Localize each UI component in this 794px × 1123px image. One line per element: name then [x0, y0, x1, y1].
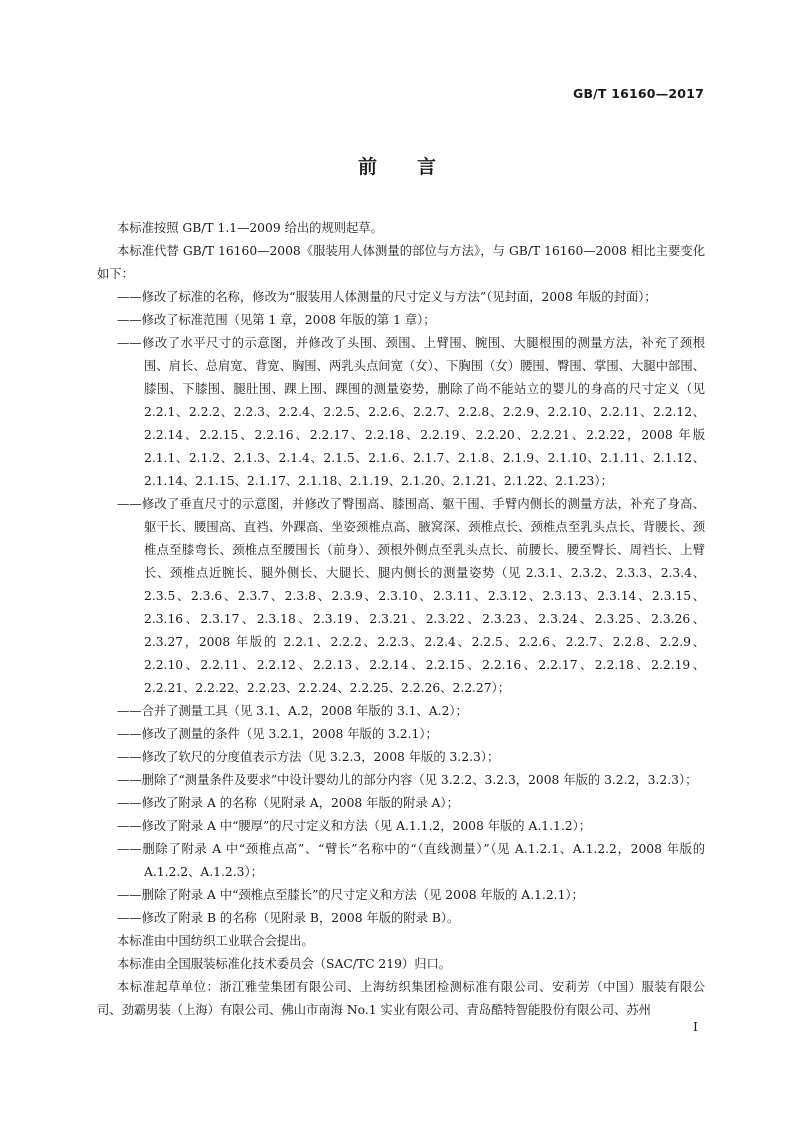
change-item: ——合并了测量工具（见 3.1、A.2，2008 年版的 3.1、A.2）；	[117, 704, 468, 718]
change-item: ——修改了垂直尺寸的示意图，并修改了臀围高、膝围高、躯干围、手臂内侧长的测量方法，补充了身高、躯干长、腰围高、直裆、外踝高、坐姿颈椎点高、腋窝深、颈椎点长、颈椎点至乳头点长、背腰长、颈椎点至膝弯长、颈椎点至腰围长（前身）、颈根外侧点至乳头点长、前腰长、腰至臀长、周裆长、上臂长、颈椎点近腕长、腿外侧长、大腿长、腿内侧长的测量姿势（见 2.3.1、2.3.2、2.3.3、2.3.4、2.3.5、2.3.6、2.3.7、2.3.8、2.3.9、2.3.10、2.3.11、2.3.12、2.3.13、2.3.14、2.3.15、2.3.16、2.3.17、2.3.18、2.3.19、2.3.21、2.3.22、2.3.23、2.3.24、2.3.25、2.3.26、2.3.27，2008 年版的 2.2.1、2.2.2、2.2.3、2.2.4、2.2.5、2.2.6、2.2.7、2.2.8、2.2.9、2.2.10、2.2.11、2.2.12、2.2.13、2.2.14、2.2.15、2.2.16、2.2.17、2.2.18、2.2.19、2.2.21、2.2.22、2.2.23、2.2.24、2.2.25、2.2.26、2.2.27）；	[117, 497, 705, 695]
change-item: ——修改了水平尺寸的示意图，并修改了头围、颈围、上臂围、腕围、大腿根围的测量方法，补充了颈根围、肩长、总肩宽、背宽、胸围、两乳头点间宽（女）、下胸围（女）腰围、臀围、掌围、大腿中部围、膝围、下膝围、腿肚围、踝上围、踝围的测量姿势，删除了尚不能站立的婴儿的身高的尺寸定义（见 2.2.1、2.2.2、2.2.3、2.2.4、2.2.5、2.2.6、2.2.7、2.2.8、2.2.9、2.2.10、2.2.11、2.2.12、2.2.14、2.2.15、2.2.16、2.2.17、2.2.18、2.2.19、2.2.20、2.2.21、2.2.22，2008 年版 2.1.1、2.1.2、2.1.3、2.1.4、2.1.5、2.1.6、2.1.7、2.1.8、2.1.9、2.1.10、2.1.11、2.1.12、2.1.14、2.1.15、2.1.17、2.1.18、2.1.19、2.1.20、2.1.21、2.1.22、2.1.23）；	[117, 336, 705, 488]
change-item: ——修改了附录 B 的名称（见附录 B，2008 年版的附录 B）。	[117, 911, 460, 925]
change-item: ——修改了测量的条件（见 3.2.1，2008 年版的 3.2.1）；	[117, 727, 438, 741]
change-item: ——修改了附录 A 的名称（见附录 A，2008 年版的附录 A）；	[117, 796, 459, 810]
closing-paragraph: 本标准起草单位：浙江雅莹集团有限公司、上海纺织集团检测标准有限公司、安莉芳（中国）服装有限公司、劲霸男装（上海）有限公司、佛山市南海 No.1 实业有限公司、青岛酷特智能股份有限公司、苏州	[97, 980, 705, 1017]
intro-paragraph: 本标准按照 GB/T 1.1—2009 给出的规则起草。	[117, 221, 383, 235]
change-item: ——删除了附录 A 中“颈椎点高”、“臂长”名称中的“（直线测量）”（见 A.1.2.1、A.1.2.2，2008 年版的 A.1.2.2、A.1.2.3）；	[117, 842, 705, 879]
page-number: I	[693, 1019, 698, 1034]
change-item: ——删除了“测量条件及要求”中设计婴幼儿的部分内容（见 3.2.2、3.2.3，2008 年版的 3.2.2，3.2.3）；	[117, 773, 698, 787]
intro-paragraph: 本标准代替 GB/T 16160—2008《服装用人体测量的部位与方法》，与 GB/T 16160—2008 相比主要变化如下：	[97, 244, 705, 281]
document-body	[97, 217, 705, 1022]
closing-paragraph: 本标准由中国纺织工业联合会提出。	[117, 934, 314, 948]
change-item: ——修改了软尺的分度值表示方法（见 3.2.3，2008 年版的 3.2.3）；	[117, 750, 500, 764]
change-item: ——删除了附录 A 中“颈椎点至膝长”的尺寸定义和方法（见 2008 年版的 A.1.2.1）；	[117, 888, 584, 902]
change-item: ——修改了标准的名称，修改为“服装用人体测量的尺寸定义与方法”（见封面，2008 年版的封面）；	[117, 290, 657, 304]
change-item: ——修改了标准范围（见第 1 章，2008 年版的第 1 章）；	[117, 313, 436, 327]
standard-code: GB/T 16160—2017	[572, 86, 704, 101]
change-item: ——修改了附录 A 中“腰厚”的尺寸定义和方法（见 A.1.1.2，2008 年版的 A.1.1.2）；	[117, 819, 592, 833]
page-title: 前言	[357, 156, 476, 178]
closing-paragraph: 本标准由全国服装标准化技术委员会（SAC/TC 219）归口。	[117, 957, 452, 971]
